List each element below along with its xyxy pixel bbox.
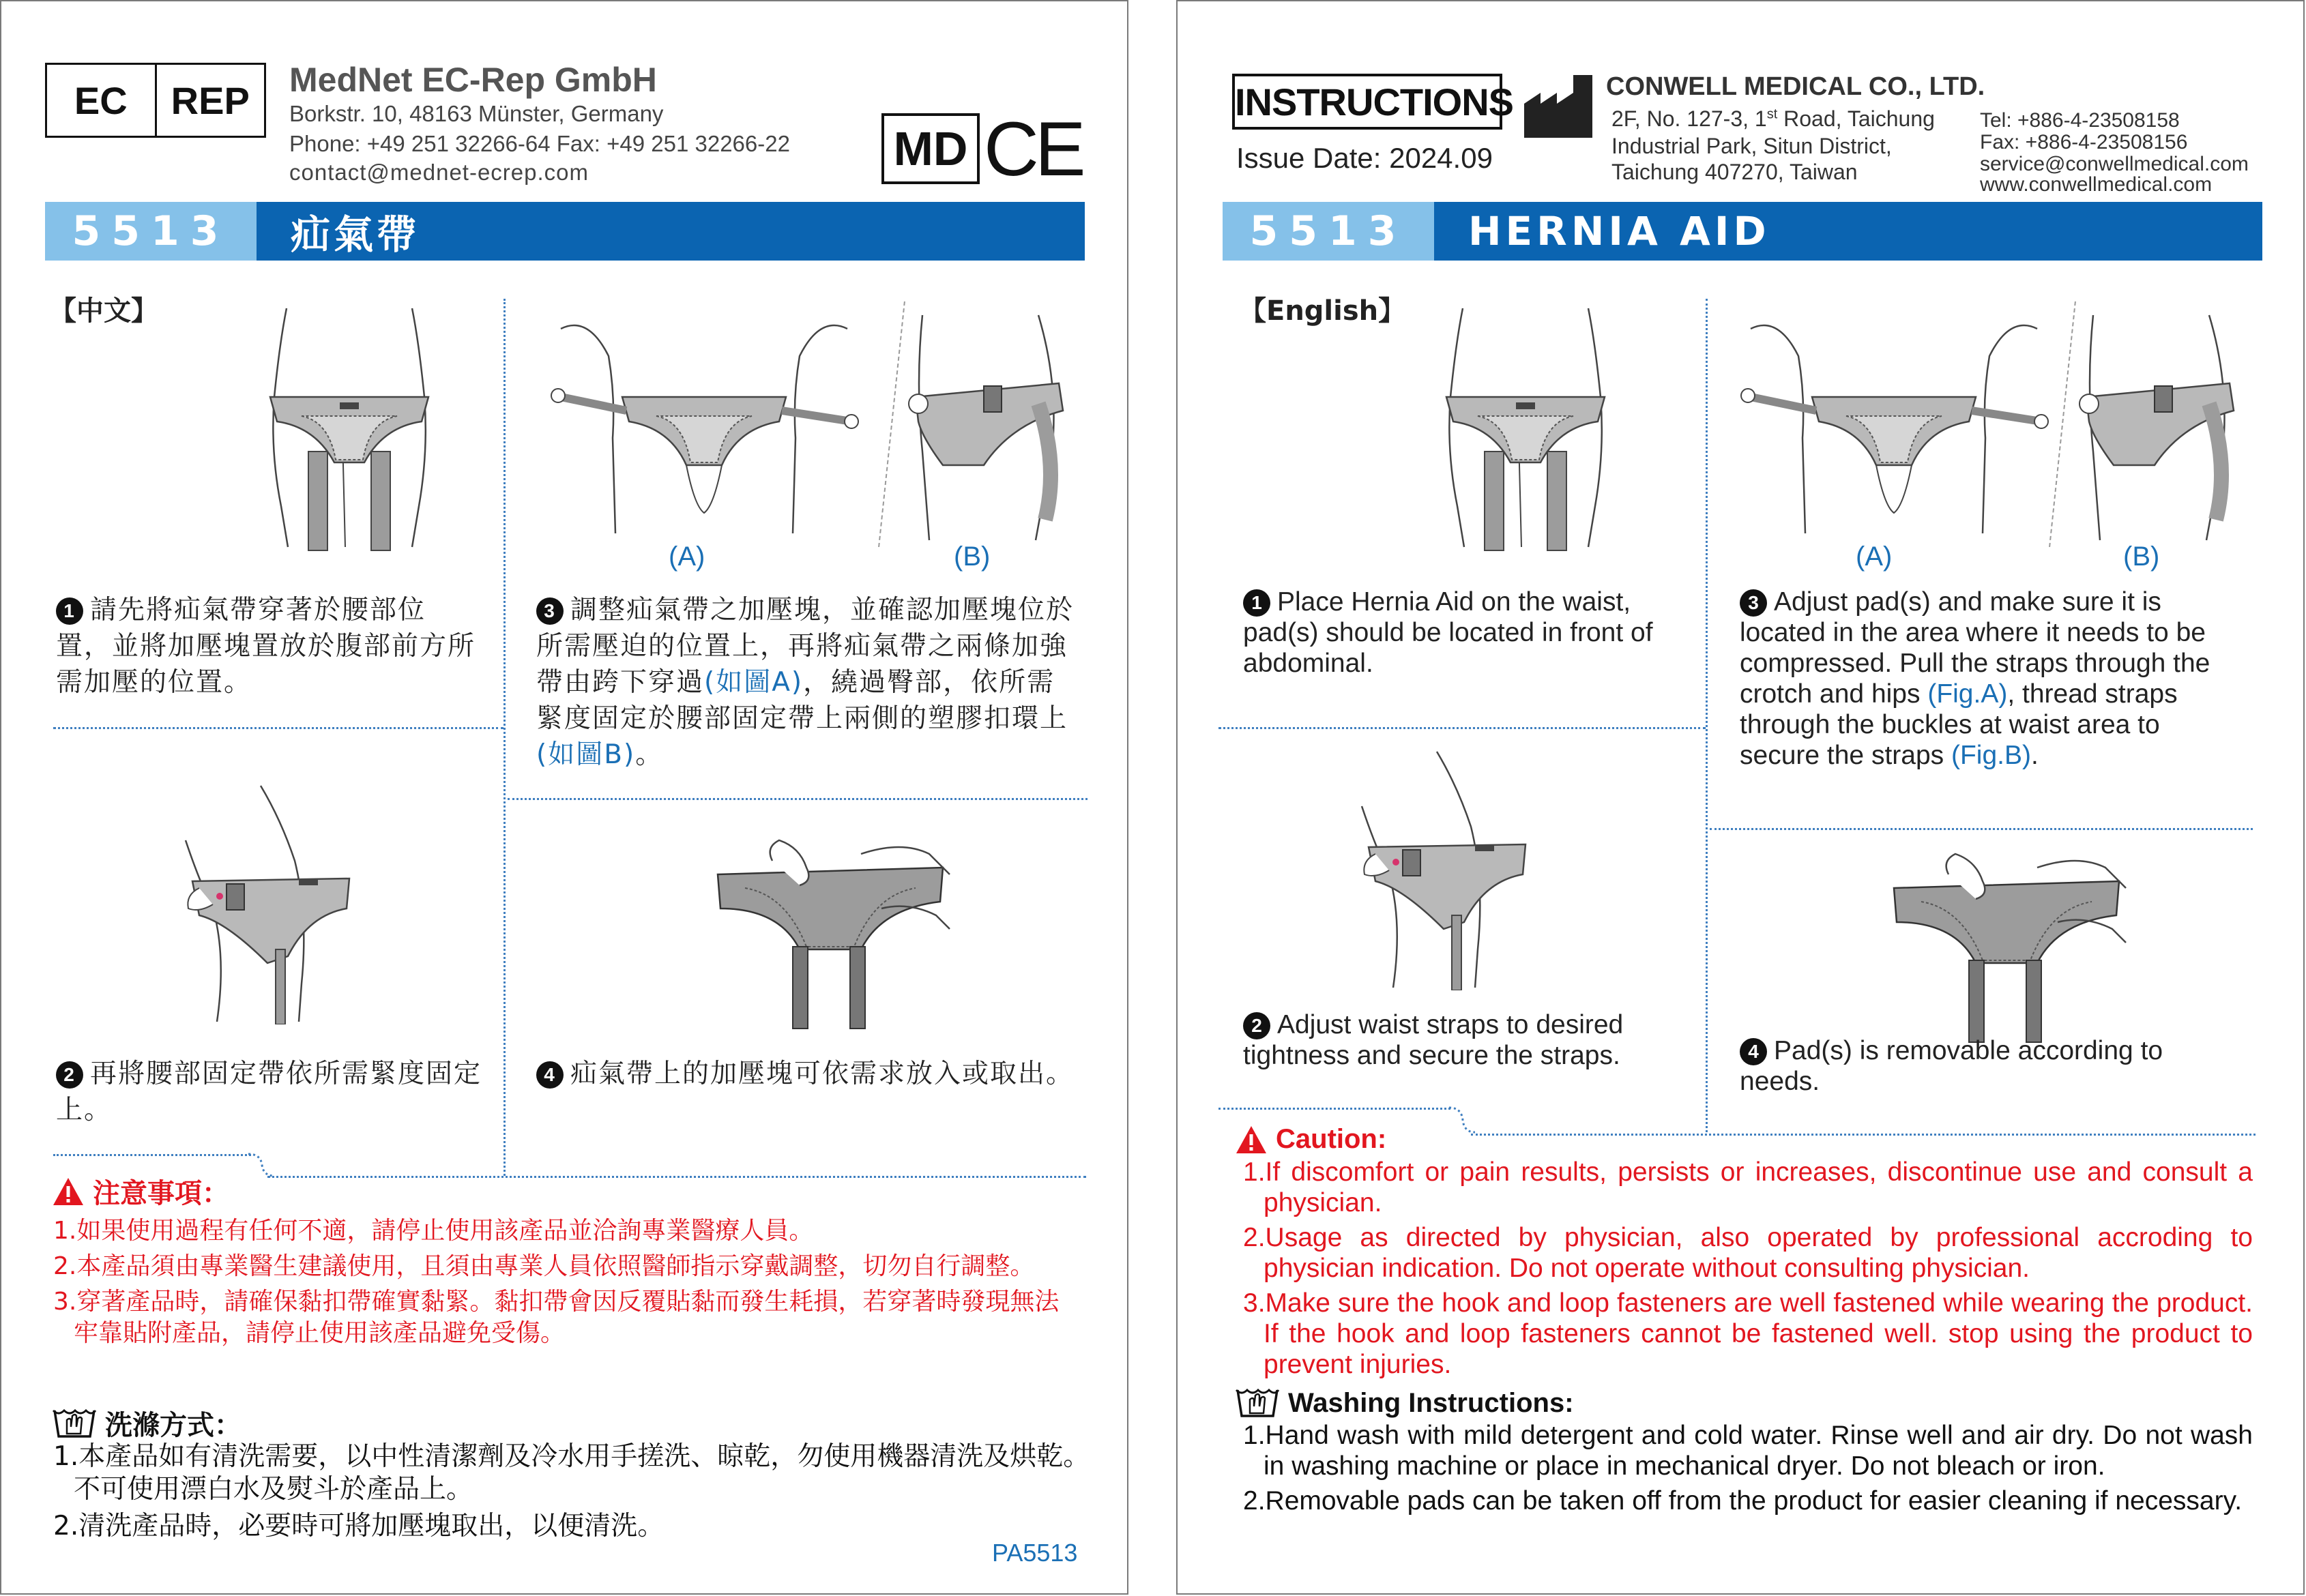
step-text: Pad(s) is removable according to needs. — [1740, 1036, 2163, 1096]
step-text: 調整疝氣帶之加壓塊，並確認加壓塊位於所需壓迫的位置上，再將疝氣帶之兩條加強帶由跨下穿過 — [536, 595, 1075, 698]
chinese-panel — [0, 0, 1128, 1595]
manufacturer-tel: Tel: +886-4-23508158 — [1980, 109, 2180, 132]
fig-ref-a: (Fig.A) — [1927, 679, 2008, 709]
step-3 — [536, 592, 1075, 773]
product-title: 疝氣帶 — [257, 202, 1085, 261]
grid-divider-h3b — [267, 1176, 1086, 1178]
hand-wash-icon — [52, 1406, 97, 1440]
caution-item: 3.穿著產品時，請確保黏扣帶確實黏緊。黏扣帶會因反覆貼黏而發生耗損，若穿著時發現無法牢靠貼附產品，請停止使用該產品避免受傷。 — [53, 1288, 1060, 1347]
strap-back-illustration — [2073, 301, 2250, 547]
step-number: 2 — [56, 1061, 83, 1089]
step-text: 疝氣帶上的加壓塊可依需求放入或取出。 — [570, 1059, 1075, 1089]
ec-rep-symbol — [45, 63, 266, 138]
issue-date: Issue Date: 2024.09 — [1236, 142, 1493, 174]
step-text: Adjust waist straps to desired tightness and secure the straps. — [1243, 1010, 1624, 1070]
caution-item: 1.如果使用過程有任何不適，請停止使用該產品並洽詢專業醫療人員。 — [53, 1217, 814, 1245]
manufacturer-fax: Fax: +886-4-23508156 — [1980, 131, 2188, 153]
grid-divider-h3b — [1471, 1134, 2256, 1136]
manufacturer-website: www.conwellmedical.com — [1980, 173, 2213, 196]
washing-item: 1.本產品如有清洗需要，以中性清潔劑及冷水用手搓洗、晾乾，勿使用機器清洗及烘乾。不可使用漂白水及熨斗於產品上。 — [53, 1441, 1090, 1505]
warning-triangle-icon — [52, 1177, 85, 1207]
waist-front-illustration — [1437, 301, 1614, 554]
step-4 — [536, 1056, 1075, 1092]
step-text: 請先將疝氣帶穿著於腰部位置，並將加壓塊置放於腹部前方所需加壓的位置。 — [56, 595, 476, 698]
step-text: , thread straps through the buckles at waist area to secure the straps — [1740, 679, 2178, 770]
fig-ref-b: (Fig.B) — [1951, 741, 2031, 770]
step-number: 1 — [1243, 589, 1270, 617]
ec-rep-left: EC — [47, 65, 157, 136]
step-number: 1 — [56, 597, 83, 625]
grid-divider-h3a — [1218, 1108, 1450, 1110]
figure-separator — [2049, 301, 2076, 547]
address-ordinal: st — [1766, 106, 1778, 122]
fig-label-a: (A) — [669, 542, 705, 572]
pad-insert-illustration — [704, 833, 957, 1031]
strap-front-illustration — [1737, 301, 2051, 540]
grid-divider-vertical — [503, 299, 506, 1176]
step-text: ，繞過臀部，依所需緊度固定於腰部固定帶上兩側的塑膠扣環上 — [536, 667, 1068, 734]
product-band — [45, 202, 1085, 261]
fig-ref-a: (如圖A) — [704, 667, 804, 698]
hand-wash-icon — [1235, 1386, 1280, 1420]
manufacturer-email: service@conwellmedical.com — [1980, 153, 2249, 175]
washing-item: 2.清洗產品時，必要時可將加壓塊取出，以便清洗。 — [53, 1511, 665, 1541]
step-1 — [1243, 587, 1687, 679]
rep-email: contact@mednet-ecrep.com — [289, 160, 589, 185]
grid-divider-vertical — [1706, 299, 1708, 1132]
document-code: PA5513 — [992, 1539, 1078, 1567]
product-title: HERNIA AID — [1434, 202, 2262, 261]
caution-heading — [52, 1172, 229, 1211]
rep-phone: Phone: +49 251 32266-64 Fax: +49 251 32266-22 — [289, 131, 790, 156]
step-4 — [1740, 1035, 2245, 1097]
caution-title: 注意事項： — [93, 1178, 229, 1209]
washing-title: 洗滌方式： — [105, 1410, 242, 1441]
step-text: Adjust pad(s) and make sure it is located in the area where it needs to be compressed. Pull the straps through the crotch and hips — [1740, 587, 2210, 709]
strap-back-illustration — [902, 301, 1079, 547]
step-number: 2 — [1243, 1012, 1270, 1039]
english-panel — [1176, 0, 2305, 1595]
fig-ref-b: (如圖B) — [536, 739, 636, 770]
product-code: 5513 — [1223, 202, 1434, 261]
md-mark: MD — [881, 113, 980, 184]
grid-divider-h1 — [1218, 727, 1706, 729]
step-3 — [1740, 587, 2245, 771]
washing-list — [1243, 1420, 2253, 1520]
washing-title: Washing Instructions: — [1288, 1387, 1574, 1418]
ec-rep-right: REP — [171, 78, 250, 122]
caution-item: 2.Usage as directed by physician, also operated by professional accroding to physician indication. Do not operate without consulting physician. — [1243, 1223, 2253, 1283]
caution-item: 3.Make sure the hook and loop fasteners are well fastened while wearing the product. If the hook and loop fasteners cannot be fastened well. stop using the product to prevent injuries. — [1243, 1288, 2253, 1379]
manufacturer-name: CONWELL MEDICAL CO., LTD. — [1606, 72, 1985, 101]
washing-list — [53, 1440, 1093, 1547]
caution-heading — [1235, 1124, 1386, 1155]
caution-list — [1243, 1157, 2253, 1384]
caution-list — [53, 1215, 1083, 1353]
grid-divider-curve — [1448, 1105, 1475, 1135]
address-text: 2F, No. 127-3, 1 — [1611, 106, 1767, 131]
waist-front-illustration — [261, 301, 438, 554]
figure-separator — [878, 301, 905, 547]
caution-item: 1.If discomfort or pain results, persists or increases, discontinue use and consult a physician. — [1243, 1157, 2253, 1217]
rep-address: Borkstr. 10, 48163 Münster, Germany — [289, 101, 664, 126]
step-1 — [56, 592, 479, 700]
step-text: 再將腰部固定帶依所需緊度固定上。 — [56, 1059, 482, 1125]
step-2 — [1243, 1009, 1707, 1071]
grid-divider-h2 — [1710, 828, 2253, 830]
manufacturer-address-2: Industrial Park, Situn District, — [1611, 134, 1892, 158]
manufacturer-address-1 — [1611, 106, 1935, 132]
strap-front-illustration — [547, 301, 861, 540]
warning-triangle-icon — [1235, 1125, 1268, 1155]
factory-icon — [1521, 72, 1596, 141]
caution-title: Caution: — [1276, 1124, 1387, 1154]
caution-item: 2.本產品須由專業醫生建議使用，且須由專業人員依照醫師指示穿戴調整，切勿自行調整。 — [53, 1252, 1035, 1280]
step-number: 3 — [1740, 589, 1767, 617]
product-code: 5513 — [45, 202, 257, 261]
washing-item: 2.Removable pads can be taken off from the product for easier cleaning if necessary. — [1243, 1486, 2243, 1516]
instructions-label: INSTRUCTIONS — [1232, 74, 1502, 130]
language-label: 【中文】 — [49, 295, 158, 327]
waist-side-illustration — [1348, 745, 1546, 990]
manufacturer-address-3: Taichung 407270, Taiwan — [1611, 160, 1858, 184]
step-number: 3 — [536, 597, 564, 625]
ce-mark: CE — [984, 106, 1082, 192]
step-number: 4 — [1740, 1038, 1767, 1065]
washing-heading — [1235, 1386, 1574, 1420]
grid-divider-h3a — [53, 1154, 251, 1156]
rep-company-name: MedNet EC-Rep GmbH — [289, 61, 657, 99]
fig-label-a: (A) — [1856, 542, 1893, 572]
grid-divider-h2 — [508, 798, 1088, 800]
step-text: Place Hernia Aid on the waist, pad(s) should be located in front of abdominal. — [1243, 587, 1653, 678]
product-band — [1223, 202, 2262, 261]
grid-divider-h1 — [53, 727, 503, 729]
waist-side-illustration — [172, 779, 370, 1024]
fig-label-b: (B) — [2123, 542, 2160, 572]
step-number: 4 — [536, 1061, 564, 1089]
washing-heading — [52, 1404, 242, 1443]
washing-item: 1.Hand wash with mild detergent and cold water. Rinse well and air dry. Do not wash in washing machine or place in mechanical dryer. Do not bleach or iron. — [1243, 1421, 2253, 1481]
step-text: 。 — [635, 739, 664, 770]
step-2 — [56, 1056, 493, 1128]
pad-insert-illustration — [1880, 847, 2133, 1045]
fig-label-b: (B) — [954, 542, 991, 572]
language-label: 【English】 — [1239, 295, 1406, 327]
grid-divider-curve — [247, 1151, 274, 1179]
address-text: Road, Taichung — [1777, 106, 1935, 131]
step-text: . — [2030, 741, 2039, 770]
